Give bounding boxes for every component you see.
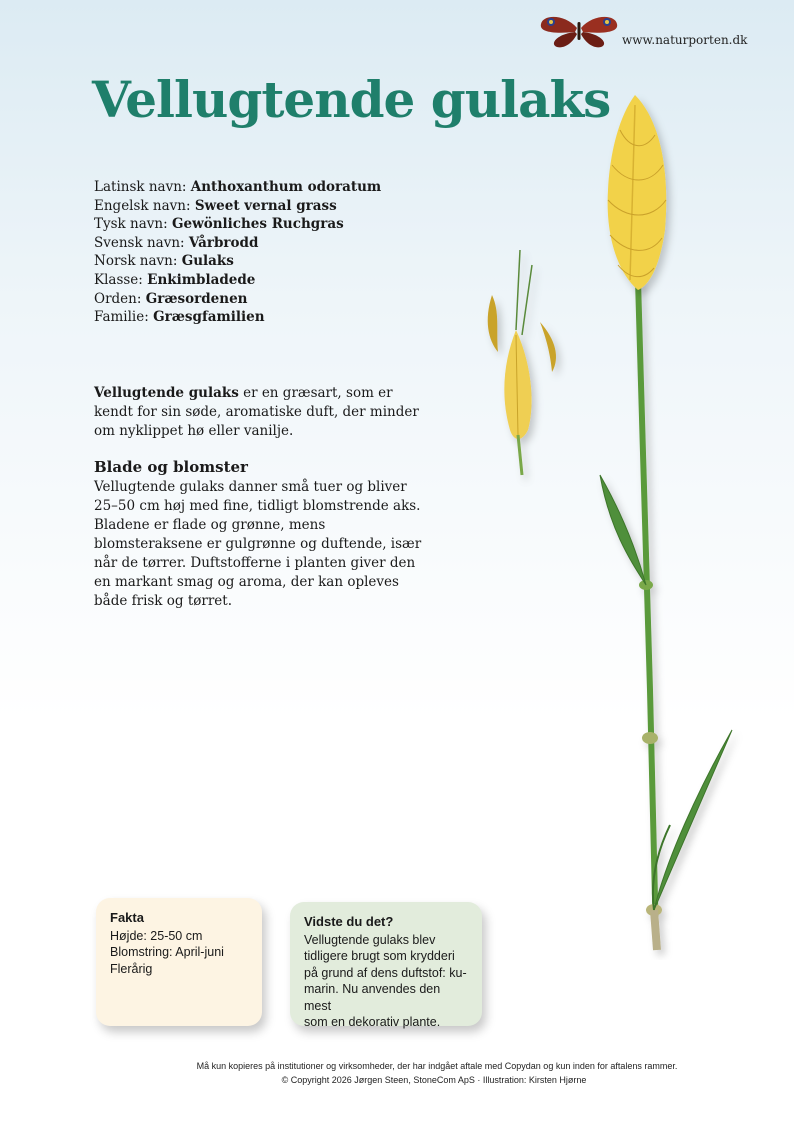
name-value: Anthoxanthum odoratum <box>190 179 382 195</box>
name-label: Latinsk navn: <box>94 179 187 195</box>
name-row-swedish <box>94 234 381 253</box>
footer-copyright: © Copyright 2026 Jørgen Steen, StoneCom ApS · Illustration: Kirsten Hjørne <box>281 1074 587 1085</box>
facts-line: Blomstring: April-juni <box>110 945 224 959</box>
name-row-english <box>94 197 381 216</box>
name-label: Engelsk navn: <box>94 197 191 214</box>
butterfly-icon <box>538 12 620 48</box>
did-you-know-box <box>290 902 482 1029</box>
name-label: Svensk navn: <box>94 234 185 251</box>
site-header <box>538 12 768 52</box>
name-label: Orden: <box>94 290 142 307</box>
did-you-know-line: som en dekorativ plante. <box>304 1015 441 1029</box>
name-label: Familie: <box>94 309 149 326</box>
facts-line: Højde: 25-50 cm <box>110 928 203 943</box>
name-row-order <box>94 290 381 309</box>
plant-illustration <box>470 90 760 960</box>
did-you-know-line: tidligere brugt som krydderi <box>304 949 455 963</box>
name-value: Enkimbladede <box>147 271 256 288</box>
name-row-latin <box>94 178 381 197</box>
name-list <box>94 178 381 327</box>
name-label: Klasse: <box>94 271 143 288</box>
facts-line: Flerårig <box>110 961 153 976</box>
name-row-norwegian <box>94 252 381 271</box>
did-you-know-line: marin. Nu anvendes den mest <box>304 982 441 1013</box>
page-title: Vellugtende gulaks <box>92 70 611 129</box>
facts-title: Fakta <box>110 910 144 925</box>
name-row-class <box>94 271 381 290</box>
website-link[interactable]: www.naturporten.dk <box>622 33 748 47</box>
section-heading: Blade og blomster <box>94 458 248 476</box>
name-row-german <box>94 215 381 234</box>
did-you-know-title: Vidste du det? <box>304 914 394 929</box>
name-value: Græsgfamilien <box>153 309 265 326</box>
footer <box>0 1060 794 1087</box>
intro-paragraph <box>94 384 424 441</box>
footer-license: Må kun kopieres på institutioner og virksomheder, der har indgået aftale med Copydan og kun inden for aftalens rammer. <box>196 1061 678 1071</box>
intro-text: er en græsart, som er kendt for sin søde, aromatiske duft, der minder om nyklippet hø eller vanilje. <box>94 385 419 439</box>
intro-bold: Vellugtende gulaks <box>94 385 239 401</box>
name-value: Sweet vernal grass <box>194 197 337 214</box>
section-body: Vellugtende gulaks danner små tuer og bliver 25–50 cm høj med fine, tidligt blomstrende aks. Bladene er flade og grønne, mens blomsteraksene er gulgrønne og duftende, især når de tørrer. Duftstofferne i planten giver den en markant smag og aroma, der kan opleves både frisk og tørret. <box>94 479 422 609</box>
name-value: Gewönliches Ruchgras <box>171 216 344 233</box>
name-value: Græsordenen <box>145 290 248 307</box>
flower-spike <box>608 95 667 290</box>
did-you-know-line: på grund af dens duftstof: ku- <box>304 965 467 980</box>
name-value: Gulaks <box>181 253 234 270</box>
facts-box <box>96 898 262 1026</box>
name-row-family <box>94 308 381 327</box>
did-you-know-line: Vellugtende gulaks blev <box>304 932 436 947</box>
name-label: Tysk navn: <box>94 216 168 233</box>
spikelet-detail <box>488 250 556 475</box>
name-label: Norsk navn: <box>94 253 178 270</box>
name-value: Vårbrodd <box>188 234 259 251</box>
